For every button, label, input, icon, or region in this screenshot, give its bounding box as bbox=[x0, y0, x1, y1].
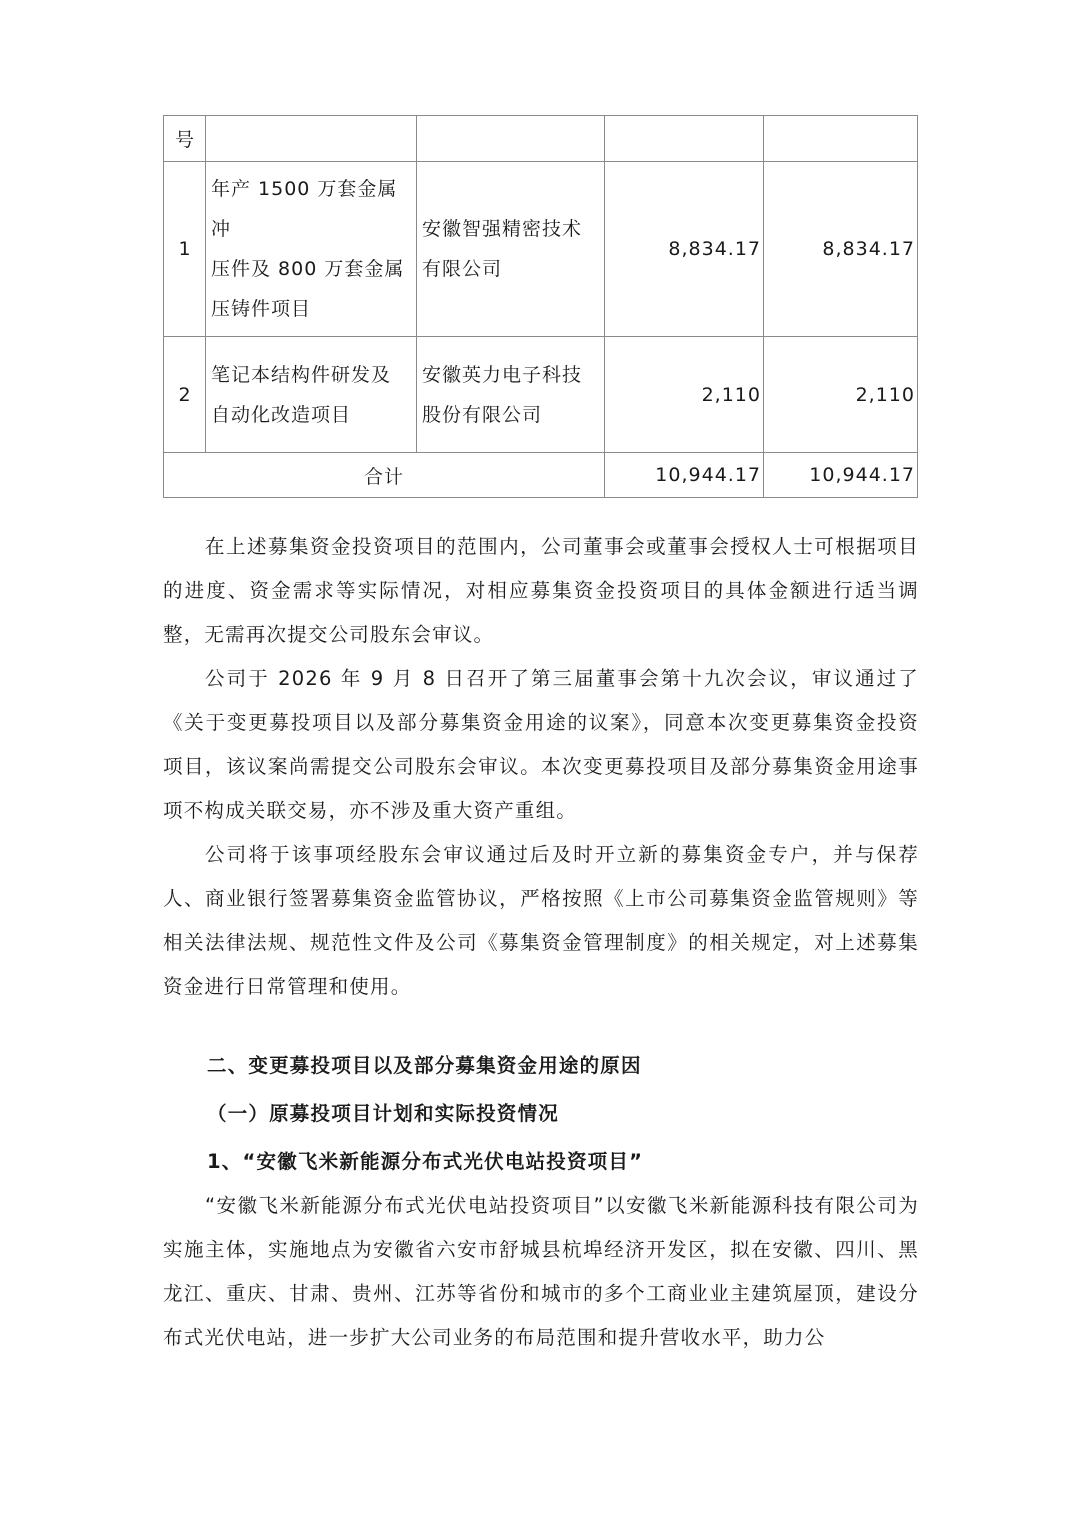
header-amount-a-cell bbox=[605, 116, 764, 162]
entity-name-line: 安徽英力电子科技 bbox=[422, 363, 583, 386]
body-text-continued bbox=[163, 1184, 919, 1360]
header-entity-cell bbox=[417, 116, 605, 162]
table-total-row bbox=[164, 453, 918, 498]
project-name-cell bbox=[206, 337, 417, 453]
header-no-cell: 号 bbox=[164, 116, 206, 162]
row-number: 2 bbox=[164, 337, 206, 453]
item-heading: 1、“安徽飞米新能源分布式光伏电站投资项目” bbox=[207, 1150, 644, 1173]
amount-b-cell: 8,834.17 bbox=[764, 162, 918, 337]
amount-a-cell: 2,110 bbox=[605, 337, 764, 453]
entity-name-line: 安徽智强精密技术 bbox=[422, 218, 583, 240]
paragraph: 公司将于该事项经股东会审议通过后及时开立新的募集资金专户，并与保荐人、商业银行签署募集资金监管协议，严格按照《上市公司募集资金监管规则》等相关法律法规、规范性文件及公司《募集资金管理制度》的相关规定，对上述募集资金进行日常管理和使用。 bbox=[163, 843, 919, 998]
paragraph: “安徽飞米新能源分布式光伏电站投资项目”以安徽飞米新能源科技有限公司为实施主体，实施地点为安徽省六安市舒城县杭埠经济开发区，拟在安徽、四川、黑龙江、重庆、甘肃、贵州、江苏等省份和城市的多个工商业业主建筑屋顶，建设分布式光伏电站，进一步扩大公司业务的布局范围和提升营收水平，助力公 bbox=[163, 1194, 919, 1349]
project-name-line: 压铸件项目 bbox=[211, 298, 312, 320]
amount-a-cell: 8,834.17 bbox=[605, 162, 764, 337]
total-amount-a: 10,944.17 bbox=[605, 453, 764, 498]
total-amount-b: 10,944.17 bbox=[764, 453, 918, 498]
entity-name-cell bbox=[417, 337, 605, 453]
body-text bbox=[163, 525, 919, 1009]
project-name-cell bbox=[206, 162, 417, 337]
section-heading: 二、变更募投项目以及部分募集资金用途的原因 bbox=[207, 1054, 642, 1077]
project-name-line: 笔记本结构件研发及 bbox=[211, 363, 392, 386]
entity-name-line: 有限公司 bbox=[422, 258, 503, 280]
table-header-row bbox=[164, 116, 918, 162]
paragraph: 在上述募集资金投资项目的范围内，公司董事会或董事会授权人士可根据项目的进度、资金需求等实际情况，对相应募集资金投资项目的具体金额进行适当调整，无需再次提交公司股东会审议。 bbox=[163, 535, 919, 646]
table-row bbox=[164, 162, 918, 337]
total-label: 合计 bbox=[164, 453, 605, 498]
project-name-line: 自动化改造项目 bbox=[211, 403, 352, 426]
row-number: 1 bbox=[164, 162, 206, 337]
header-project-cell bbox=[206, 116, 417, 162]
header-amount-b-cell bbox=[764, 116, 918, 162]
paragraph: 公司于 2026 年 9 月 8 日召开了第三届董事会第十九次会议，审议通过了《关于变更募投项目以及部分募集资金用途的议案》，同意本次变更募集资金投资项目，该议案尚需提交公司股东会审议。本次变更募投项目及部分募集资金用途事项不构成关联交易，亦不涉及重大资产重组。 bbox=[163, 667, 919, 822]
entity-name-cell bbox=[417, 162, 605, 337]
subsection-heading: （一）原募投项目计划和实际投资情况 bbox=[207, 1102, 559, 1125]
table-row bbox=[164, 337, 918, 453]
entity-name-line: 股份有限公司 bbox=[422, 403, 543, 426]
investment-table bbox=[163, 115, 918, 498]
project-name-line: 压件及 800 万套金属 bbox=[211, 258, 405, 280]
project-name-line: 年产 1500 万套金属冲 bbox=[211, 178, 398, 240]
amount-b-cell: 2,110 bbox=[764, 337, 918, 453]
